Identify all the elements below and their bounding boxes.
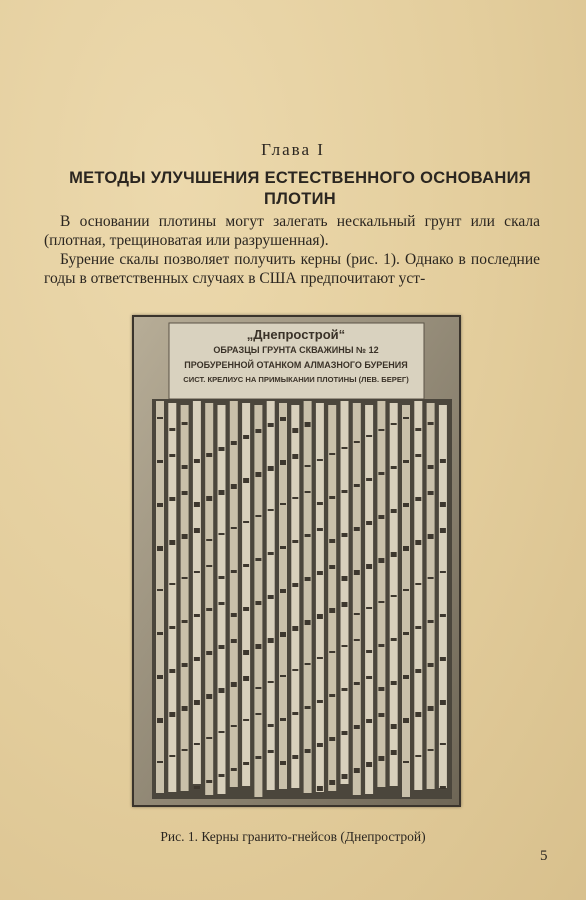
core-column [328, 405, 336, 791]
core-column [402, 405, 410, 797]
core-crack [182, 706, 188, 711]
paragraph-2: Бурение скалы позволяет получить керны (рис. 1). Однако в последние годы в ответственных случаях в США предпочитают уст- [44, 251, 540, 287]
core-column [181, 405, 189, 791]
heading-line-1: МЕТОДЫ УЛУЧШЕНИЯ ЕСТЕСТВЕННОГО ОСНОВАНИЯ [69, 169, 531, 187]
core-crack [428, 577, 434, 579]
core-crack [440, 459, 446, 463]
core-crack [182, 491, 188, 495]
core-crack [329, 651, 335, 653]
core-crack [391, 681, 397, 685]
core-crack [428, 663, 434, 667]
chapter-label: Глава I [261, 140, 325, 159]
core-crack [268, 595, 274, 599]
core-crack [354, 527, 360, 531]
core-column [230, 401, 238, 787]
core-crack [366, 478, 372, 481]
core-crack [182, 663, 188, 667]
core-crack [206, 496, 212, 501]
body-text [44, 212, 540, 288]
core-crack [292, 712, 298, 715]
sign-line-2: ПРОБУРЕННОЙ ОТАНКОМ АЛМАЗНОГО БУРЕНИЯ [184, 360, 408, 370]
core-crack [354, 570, 360, 575]
core-crack [157, 589, 163, 591]
core-crack [182, 620, 188, 623]
core-crack [268, 750, 274, 753]
core-crack [157, 546, 163, 551]
core-crack [292, 540, 298, 543]
core-crack [243, 607, 249, 611]
core-crack [329, 737, 335, 741]
core-crack [157, 761, 163, 763]
core-crack [255, 472, 261, 477]
core-crack [366, 650, 372, 653]
core-crack [378, 601, 384, 603]
core-crack [317, 700, 323, 703]
core-crack [206, 651, 212, 655]
core-crack [415, 583, 421, 585]
core-crack [219, 447, 225, 451]
core-crack [255, 756, 261, 759]
core-crack [354, 441, 360, 443]
core-crack [403, 718, 409, 723]
core-column [304, 401, 312, 793]
core-crack [378, 472, 384, 475]
core-crack [194, 614, 200, 617]
core-crack [317, 571, 323, 575]
core-column [427, 403, 435, 789]
core-crack [366, 676, 372, 679]
core-crack [280, 546, 286, 549]
core-crack [206, 565, 212, 567]
core-crack [366, 719, 372, 723]
core-crack [305, 749, 311, 753]
core-crack [292, 626, 298, 631]
core-crack [305, 663, 311, 665]
core-column [168, 403, 176, 792]
chapter-heading [50, 168, 550, 210]
core-crack [415, 540, 421, 545]
core-crack [194, 528, 200, 533]
core-crack [428, 706, 434, 711]
core-crack [305, 706, 311, 709]
core-crack [342, 602, 348, 607]
page-number: 5 [540, 848, 548, 864]
core-crack [255, 515, 261, 517]
core-crack [342, 576, 348, 581]
core-crack [280, 503, 286, 505]
core-crack [292, 669, 298, 671]
core-crack [403, 761, 409, 763]
sign-line-3: СИСТ. КРЕЛИУС НА ПРИМЫКАНИИ ПЛОТИНЫ (ЛЕВ. БЕРЕГ) [183, 375, 409, 384]
core-crack [292, 428, 298, 433]
core-crack [415, 755, 421, 757]
core-column [291, 405, 299, 788]
core-crack [342, 490, 348, 493]
core-crack [440, 657, 446, 661]
core-column [193, 401, 201, 784]
core-crack [440, 571, 446, 573]
core-crack [317, 528, 323, 531]
core-crack [194, 786, 200, 789]
core-crack [305, 620, 311, 625]
core-crack [219, 602, 225, 605]
core-column [205, 403, 213, 795]
core-crack [354, 484, 360, 487]
core-crack [317, 614, 323, 619]
core-column [156, 401, 164, 793]
core-crack [317, 786, 323, 791]
core-crack [317, 459, 323, 461]
core-crack [219, 645, 225, 649]
core-crack [391, 724, 397, 729]
core-crack [243, 435, 249, 439]
core-crack [182, 577, 188, 579]
core-crack [391, 423, 397, 425]
core-crack [403, 417, 409, 419]
core-crack [231, 441, 237, 445]
core-crack [280, 761, 286, 765]
core-column [414, 401, 422, 790]
core-crack [305, 422, 311, 427]
core-crack [231, 639, 237, 643]
core-crack [280, 718, 286, 721]
core-crack [391, 552, 397, 557]
core-crack [169, 712, 175, 717]
core-crack [403, 589, 409, 591]
core-crack [342, 645, 348, 647]
core-crack [428, 620, 434, 623]
core-crack [194, 700, 200, 705]
core-crack [440, 528, 446, 533]
core-crack [243, 676, 249, 681]
core-crack [342, 688, 348, 691]
core-crack [391, 509, 397, 513]
core-crack [169, 540, 175, 545]
core-crack [403, 546, 409, 551]
core-crack [194, 743, 200, 745]
core-crack [243, 521, 249, 523]
core-crack [329, 565, 335, 569]
core-crack [354, 639, 360, 641]
core-crack [243, 564, 249, 567]
core-crack [440, 743, 446, 745]
core-crack [255, 644, 261, 649]
core-crack [157, 675, 163, 679]
core-crack [255, 601, 261, 605]
core-crack [415, 626, 421, 629]
core-crack [219, 490, 225, 495]
heading-line-2: ПЛОТИН [264, 190, 336, 208]
core-crack [206, 694, 212, 699]
core-samples-illustration [134, 317, 459, 805]
core-crack [378, 515, 384, 519]
core-crack [378, 687, 384, 691]
core-crack [403, 503, 409, 507]
core-crack [182, 422, 188, 425]
core-crack [305, 465, 311, 467]
core-crack [415, 712, 421, 717]
core-crack [342, 533, 348, 537]
core-crack [231, 613, 237, 617]
core-crack [378, 756, 384, 761]
core-crack [354, 682, 360, 685]
core-crack [194, 657, 200, 661]
core-crack [280, 417, 286, 421]
core-crack [157, 503, 163, 507]
core-crack [194, 459, 200, 463]
core-rows [152, 399, 452, 799]
core-crack [280, 632, 286, 637]
core-crack [354, 768, 360, 773]
core-crack [391, 750, 397, 755]
core-crack [329, 496, 335, 499]
core-crack [292, 583, 298, 587]
core-crack [169, 454, 175, 457]
core-crack [378, 558, 384, 563]
core-crack [305, 534, 311, 537]
core-crack [243, 719, 249, 721]
core-crack [169, 497, 175, 501]
core-crack [157, 632, 163, 635]
core-crack [403, 632, 409, 635]
core-column [353, 403, 361, 795]
core-crack [366, 762, 372, 767]
core-crack [428, 465, 434, 469]
core-crack [231, 527, 237, 529]
core-crack [169, 755, 175, 757]
core-crack [354, 725, 360, 729]
core-crack [219, 688, 225, 693]
core-crack [354, 613, 360, 615]
core-crack [415, 454, 421, 457]
core-crack [342, 774, 348, 779]
core-crack [169, 626, 175, 629]
core-crack [428, 534, 434, 539]
core-crack [231, 682, 237, 687]
core-crack [305, 577, 311, 581]
core-crack [268, 638, 274, 643]
core-crack [329, 780, 335, 785]
core-crack [366, 607, 372, 609]
core-crack [157, 460, 163, 463]
core-crack [280, 675, 286, 677]
core-crack [366, 564, 372, 569]
core-crack [428, 749, 434, 751]
core-crack [317, 502, 323, 505]
core-crack [268, 552, 274, 555]
core-crack [292, 755, 298, 759]
core-crack [243, 478, 249, 483]
core-crack [268, 681, 274, 683]
core-crack [391, 466, 397, 469]
core-crack [428, 491, 434, 495]
core-crack [329, 608, 335, 613]
paragraph-1: В основании плотины могут залегать нескальный грунт или скала (плотная, трещиноватая или разрушенная). [44, 213, 540, 249]
core-crack [268, 724, 274, 727]
core-crack [219, 533, 225, 535]
core-crack [194, 571, 200, 573]
sign-line-1: ОБРАЗЦЫ ГРУНТА СКВАЖИНЫ № 12 [213, 345, 379, 355]
core-crack [317, 743, 323, 747]
core-crack [428, 422, 434, 425]
figure-caption: Рис. 1. Керны гранито-гнейсов (Днепрострой) [160, 829, 426, 844]
core-column [218, 405, 226, 794]
core-crack [329, 539, 335, 543]
core-crack [169, 669, 175, 673]
core-crack [219, 576, 225, 579]
core-crack [206, 539, 212, 541]
core-crack [169, 428, 175, 431]
core-crack [255, 713, 261, 715]
core-crack [415, 428, 421, 431]
core-crack [219, 731, 225, 733]
core-crack [403, 460, 409, 463]
core-crack [182, 465, 188, 469]
core-column [316, 403, 324, 792]
core-crack [243, 650, 249, 655]
core-crack [305, 491, 311, 493]
core-crack [243, 762, 249, 765]
core-crack [440, 700, 446, 705]
core-crack [206, 453, 212, 457]
core-crack [231, 725, 237, 727]
core-crack [255, 429, 261, 433]
core-crack [391, 595, 397, 597]
core-crack [292, 454, 298, 459]
core-crack [268, 466, 274, 471]
core-crack [231, 570, 237, 573]
core-crack [182, 749, 188, 751]
core-crack [440, 502, 446, 507]
core-crack [169, 583, 175, 585]
core-samples-photo [132, 315, 461, 807]
core-crack [206, 737, 212, 739]
core-crack [268, 509, 274, 511]
core-column [377, 401, 385, 787]
core-crack [255, 558, 261, 561]
core-crack [292, 497, 298, 499]
core-crack [378, 429, 384, 431]
core-crack [231, 768, 237, 771]
sign-title: „Днепрострой“ [246, 327, 346, 342]
core-crack [206, 608, 212, 611]
core-crack [280, 460, 286, 465]
core-crack [206, 780, 212, 783]
core-crack [329, 453, 335, 455]
core-column [341, 401, 349, 784]
core-crack [342, 447, 348, 449]
core-crack [317, 657, 323, 659]
core-crack [329, 694, 335, 697]
core-crack [440, 614, 446, 617]
core-crack [255, 687, 261, 689]
core-crack [415, 497, 421, 501]
core-crack [231, 484, 237, 489]
core-crack [403, 675, 409, 679]
core-crack [378, 644, 384, 647]
core-column [365, 405, 373, 794]
core-crack [157, 417, 163, 419]
core-crack [194, 502, 200, 507]
core-crack [366, 521, 372, 525]
core-crack [342, 731, 348, 735]
core-crack [378, 713, 384, 717]
core-crack [157, 718, 163, 723]
core-crack [366, 435, 372, 437]
core-crack [391, 638, 397, 641]
core-crack [280, 589, 286, 593]
core-crack [182, 534, 188, 539]
core-column [242, 403, 250, 786]
core-crack [440, 786, 446, 789]
core-crack [268, 423, 274, 427]
core-crack [415, 669, 421, 673]
core-crack [219, 774, 225, 777]
